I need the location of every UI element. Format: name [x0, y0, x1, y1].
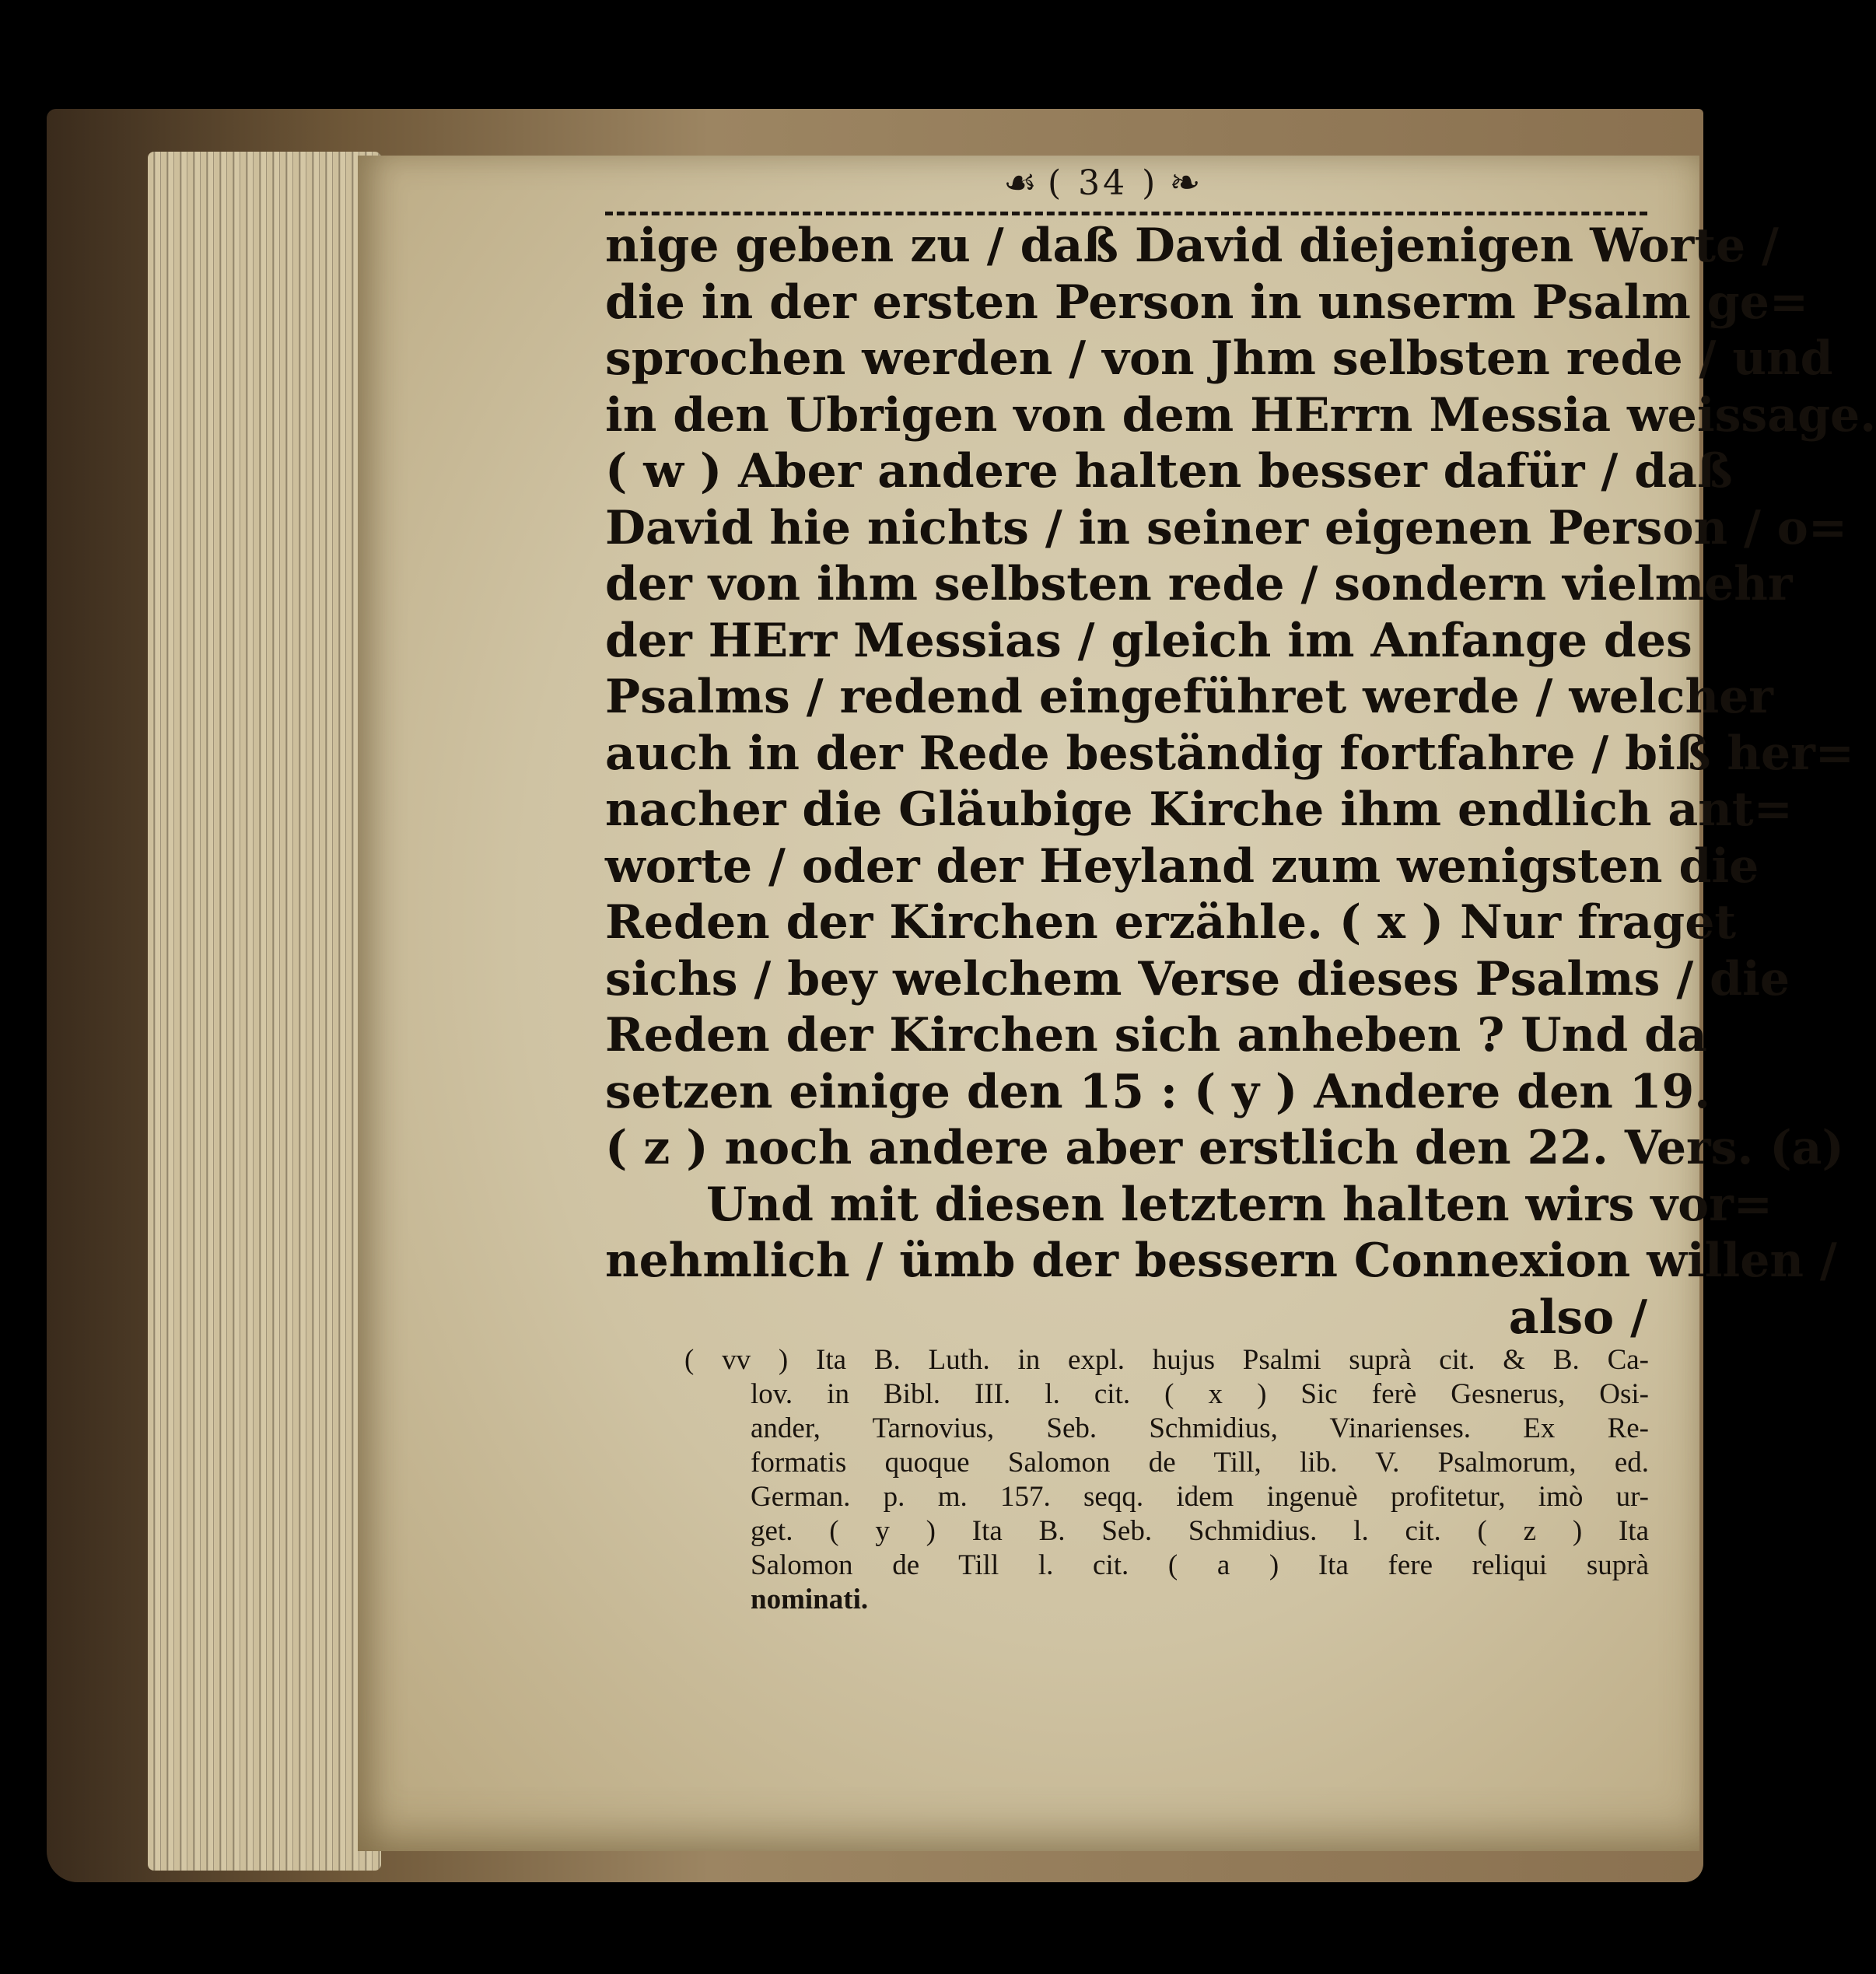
text-line: in den Ubrigen von dem HErrn Messia weissage. [605, 387, 1876, 443]
main-text [605, 218, 1876, 1346]
text-line: sprochen werden / von Jhm selbsten rede / und [605, 331, 1833, 386]
ornament-left-icon: ☙ [1003, 161, 1038, 205]
text-line: setzen einige den 15 : ( y ) Andere den 19. [605, 1064, 1711, 1119]
text-line: ( z ) noch andere aber erstlich den 22. Vers. (a) [605, 1121, 1844, 1175]
text-line: der von ihm selbsten rede / sondern vielmehr [605, 557, 1793, 611]
ornament-right-icon: ❧ [1169, 161, 1201, 205]
footnotes [684, 1343, 1649, 1617]
footnote-line: formatis quoque Salomon de Till, lib. V. Psalmorum, ed. [751, 1447, 1649, 1479]
header-rule [605, 212, 1647, 215]
text-line: nige geben zu / daß David diejenigen Worte / [605, 219, 1779, 273]
page-header [1003, 159, 1283, 206]
footnote-line: Salomon de Till l. cit. ( a ) Ita fere reliqui suprà [751, 1549, 1649, 1581]
page-number: ( 34 ) [1048, 163, 1159, 203]
footnote-line: lov. in Bibl. III. l. cit. ( x ) Sic ferè Gesnerus, Osi- [751, 1378, 1649, 1410]
footnote-line: German. p. m. 157. seqq. idem ingenuè profitetur, imò ur- [751, 1481, 1649, 1513]
text-line: nehmlich / ümb der bessern Connexion willen / [605, 1234, 1837, 1288]
text-line: nacher die Gläubige Kirche ihm endlich ant= [605, 782, 1793, 837]
text-line: die in der ersten Person in unserm Psalm ge= [605, 275, 1809, 330]
text-line: worte / oder der Heyland zum wenigsten die [605, 838, 1759, 894]
footnote-line: ander, Tarnovius, Seb. Schmidius, Vinarienses. Ex Re- [751, 1412, 1649, 1444]
text-line: Und mit diesen letztern halten wirs vor= [706, 1177, 1773, 1232]
text-line: der HErr Messias / gleich im Anfange des [605, 613, 1692, 668]
text-line: David hie nichts / in seiner eigenen Person / o= [605, 500, 1848, 555]
footnote-line: nominati. [751, 1584, 869, 1615]
page-edges [148, 152, 381, 1871]
text-line: Psalms / redend eingeführet werde / welcher [605, 670, 1773, 724]
text-line: Reden der Kirchen sich anheben ? Und da [605, 1008, 1707, 1062]
footnote-line: ( vv ) Ita B. Luth. in expl. hujus Psalmi suprà cit. & B. Ca- [684, 1344, 1649, 1376]
footnote-line: get. ( y ) Ita B. Seb. Schmidius. l. cit. ( z ) Ita [751, 1515, 1649, 1547]
text-line: ( w ) Aber andere halten besser dafür / daß [605, 444, 1733, 499]
text-line: Reden der Kirchen erzähle. ( x ) Nur fraget [605, 895, 1737, 950]
text-line: auch in der Rede beständig fortfahre / biß her= [605, 726, 1855, 781]
text-line: also / [1508, 1290, 1647, 1345]
text-line: sichs / bey welchem Verse dieses Psalms / die [605, 951, 1790, 1006]
